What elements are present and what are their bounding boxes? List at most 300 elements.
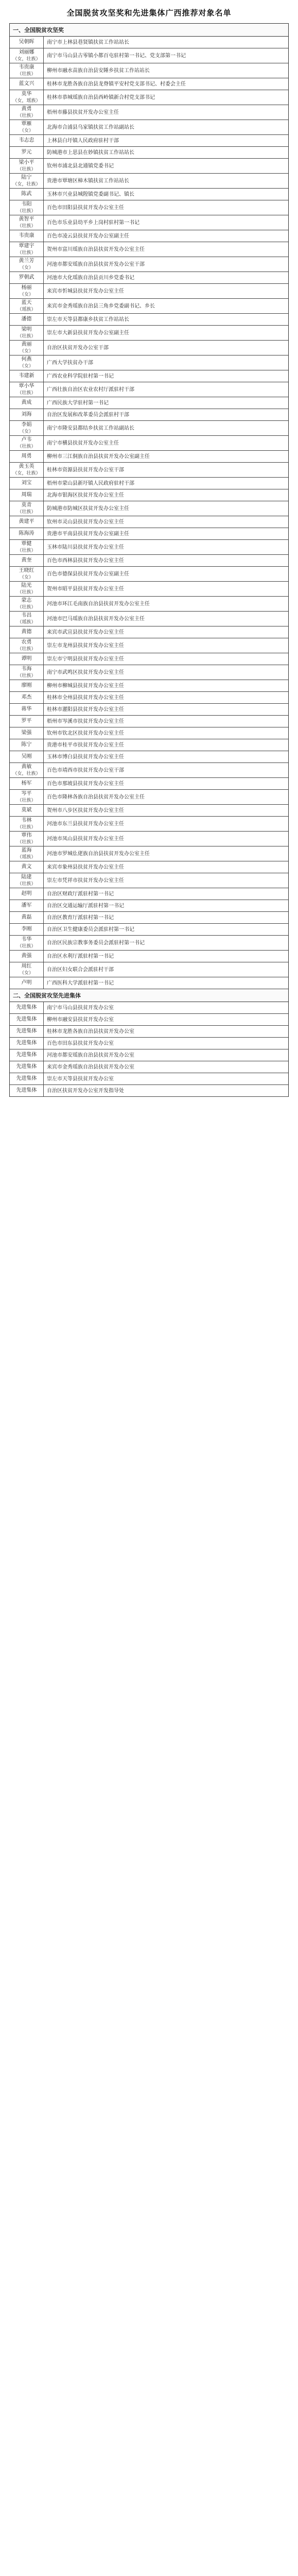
table-row [10,1026,288,1038]
person-note: （女，壮族） [12,56,41,61]
position-description: 自治区交通运输厅派驻村第一书记 [47,903,124,909]
table-row [10,1014,288,1026]
person-name: 先进集体 [16,1076,37,1081]
person-name-cell [10,832,44,846]
position-description: 柳州市融安县扶贫开发办公室 [47,1016,114,1023]
table-row [10,778,288,790]
table-row [10,63,288,78]
person-name: 黄奎 [21,557,32,563]
table-row [10,680,288,692]
person-name: 黄磊 [21,914,32,920]
person-name-cell [10,436,44,450]
table-row [10,528,288,540]
person-name: 黄丽 [21,342,32,347]
table-row [10,478,288,489]
table-row [10,37,288,48]
position-description: 自治区水利厅派驻村第一书记 [47,953,114,959]
person-name: 黄文 [21,864,32,870]
person-name-cell [10,370,44,382]
position-description: 百色市那坡县扶贫开发办公室主任 [47,781,124,787]
table-row [10,314,288,326]
person-name: 陈宁 [21,742,32,748]
position-description: 南宁市横县扶贫开发办公室主任 [47,440,119,446]
position-description: 河池市巴马瑶族自治县扶贫开发办公室主任 [47,616,145,622]
person-name-cell [10,1073,44,1084]
person-name: 罗朝武 [19,275,34,280]
table-row [10,1038,288,1049]
person-name-cell [10,582,44,596]
person-name: 梁明 [21,327,32,332]
person-note: （女） [19,429,33,434]
position-description: 南宁市马山县古零镇小都百屯驻村第一书记、党支部第一书记 [47,53,186,59]
position-description: 梧州市岑溪市扶贫开发办公室主任 [47,718,124,724]
table-row [10,567,288,582]
person-name-cell [10,382,44,397]
position-description: 北海市合浦县乌家镇扶贫工作站副站长 [47,124,134,130]
person-name-cell [10,397,44,409]
person-name-cell [10,242,44,257]
position-description: 百色市乐业县幼平乡上岗村驻村第一书记 [47,219,139,226]
person-name-cell [10,489,44,501]
person-note: （女） [19,363,33,368]
table-row [10,962,288,977]
person-name-cell [10,888,44,900]
table-row [10,638,288,653]
person-name-cell [10,272,44,283]
position-description: 广西民族大学驻村第一书记 [47,400,109,406]
person-note: （壮族） [17,166,36,172]
person-name-cell [10,284,44,298]
table-row [10,900,288,912]
person-note: （女） [19,348,33,353]
person-note: （女） [19,128,33,133]
person-name-cell [10,230,44,242]
table-row [10,326,288,341]
position-description: 北海市银海区扶贫开发办公室主任 [47,492,124,498]
position-description: 百色市隆林各族自治县扶贫开发办公室主任 [47,794,145,800]
recommendation-table [9,23,289,1097]
person-name-cell [10,626,44,638]
person-name: 先进集体 [16,1016,37,1022]
table-row [10,272,288,284]
person-name: 陈武 [21,191,32,197]
person-note: （瑶族） [17,854,36,859]
position-description: 钦州市钦北区扶贫开发办公室主任 [47,730,124,736]
person-name: 蓝天 [21,300,32,306]
person-name: 黄建平 [19,519,34,524]
person-name-cell [10,900,44,911]
person-name: 韦海 [21,666,32,672]
person-name-cell [10,326,44,340]
person-name: 覃伟 [21,833,32,838]
person-note: （壮族） [17,113,36,118]
table-row [10,105,288,120]
person-name-cell [10,463,44,477]
person-name-cell [10,778,44,789]
position-description: 柳州市三江侗族自治县扶贫开发办公室副主任 [47,453,150,460]
person-name: 罗元 [21,149,32,155]
person-name-cell [10,135,44,146]
position-description: 自治区妇女联合会派驻村干部 [47,967,114,973]
position-description: 自治区扶贫开发办公室开发指导处 [47,1088,124,1094]
person-name-cell [10,1085,44,1096]
table-row [10,147,288,159]
person-name: 韦林 [21,818,32,823]
table-row [10,540,288,555]
table-row [10,78,288,90]
position-description: 梧州市蒙山县新圩镇人民政府驻村干部 [47,480,134,486]
position-description: 自治区财政厅派驻村第一书记 [47,891,114,897]
position-description: 自治区民族宗教事务委员会派驻村第一书记 [47,940,145,946]
person-name: 罗平 [21,718,32,724]
person-name: 黄成 [21,400,32,405]
person-name: 陈海涛 [19,531,34,536]
table-row [10,299,288,314]
person-note: （壮族） [17,824,36,829]
person-name-cell [10,1026,44,1037]
person-name-cell [10,704,44,715]
person-name: 梁强 [21,730,32,736]
position-description: 防城港市上思县在妙镇扶贫工作站站长 [47,149,134,156]
person-name: 农勇 [21,639,32,645]
table-row [10,612,288,626]
position-description: 自治区卫生健康委员会派驻村第一书记 [47,926,134,933]
person-note: （壮族） [17,208,36,213]
table-row [10,832,288,846]
person-name-cell [10,355,44,370]
person-note: （女，壮族） [12,470,41,476]
position-description: 桂林市恭城瑶族自治县西岭镇新合村党支部书记 [47,94,155,100]
table-row [10,1061,288,1073]
person-note: （壮族） [17,943,36,948]
table-row [10,409,288,421]
person-name-cell [10,861,44,873]
person-name-cell [10,817,44,831]
table-row [10,382,288,397]
table-row [10,716,288,727]
person-name: 谭明 [21,656,32,662]
person-name-cell [10,597,44,611]
person-name: 刘宝 [21,480,32,486]
position-description: 桂林市全州县扶贫开发办公室主任 [47,694,124,701]
table-row [10,739,288,751]
person-name: 韦阳 [21,201,32,207]
person-name: 杨军 [21,781,32,786]
person-name-cell [10,516,44,528]
person-name: 卢韦 [21,437,32,443]
person-name-cell [10,951,44,962]
person-name: 卢明 [21,980,32,986]
person-note: （瑶族） [17,619,36,624]
person-name-cell [10,680,44,691]
person-name-cell [10,421,44,435]
person-name: 吴朝晖 [19,39,34,45]
position-description: 崇左市宁明县扶贫开发办公室主任 [47,656,124,662]
person-name-cell [10,451,44,462]
person-name: 黄兰芳 [19,258,34,264]
person-note: （壮族） [17,604,36,609]
person-name-cell [10,1049,44,1061]
person-name: 先进集体 [16,1064,37,1070]
position-description: 河池市东兰县扶贫开发办公室主任 [47,821,124,827]
person-name: 杨丽 [21,285,32,291]
position-description: 柳州市柳城县扶贫开发办公室主任 [47,683,124,689]
person-name-cell [10,692,44,703]
person-name-cell [10,962,44,977]
person-note: （瑶族） [17,307,36,312]
person-name: 韦贵康 [19,64,34,70]
position-description: 贺州市昭平县扶贫开发办公室主任 [47,586,124,592]
table-row [10,1073,288,1085]
person-name-cell [10,638,44,653]
position-description: 自治区扶贫开发办公室干部 [47,345,109,351]
person-note: （壮族） [17,390,36,395]
person-name-cell [10,873,44,888]
person-name: 蓝海 [21,848,32,853]
person-name-cell [10,501,44,516]
person-name: 先进集体 [16,1005,37,1010]
person-name: 黄强 [21,953,32,959]
person-name-cell [10,716,44,727]
person-note: （女，瑶族） [12,98,41,103]
person-name-cell [10,105,44,120]
position-description: 河池市凤山县扶贫开发办公室主任 [47,836,124,842]
person-name: 蒙志 [21,598,32,603]
position-description: 百色市凌云县扶贫开发办公室副主任 [47,233,129,239]
person-note: （壮族） [17,223,36,228]
person-name-cell [10,1038,44,1049]
person-name: 覃小华 [19,383,34,389]
person-note: （壮族） [17,71,36,76]
table-row [10,135,288,147]
person-name: 韦华 [21,937,32,942]
person-name-cell [10,174,44,188]
person-name-cell [10,63,44,78]
position-description: 贺州市富川瑶族自治县扶贫开发办公室主任 [47,246,145,252]
person-name: 岑平 [21,791,32,796]
person-name-cell [10,805,44,816]
person-name-cell [10,90,44,105]
person-name: 先进集体 [16,1052,37,1058]
table-row [10,90,288,105]
table-row [10,189,288,200]
person-name-cell [10,200,44,215]
person-name: 黄德 [21,629,32,635]
table-row [10,873,288,888]
person-name: 李刚 [21,926,32,932]
person-name-cell [10,846,44,861]
person-name: 王晓红 [19,568,34,573]
position-description: 上林县白圩镇人民政府驻村干部 [47,138,119,144]
position-description: 南宁市隆安县都结乡扶贫工作站副站长 [47,425,134,431]
section-heading: 二、全国脱贫攻坚先进集体 [10,989,288,1002]
person-name-cell [10,48,44,63]
table-row [10,1085,288,1097]
position-description: 来宾市武宣县扶贫开发办公室主任 [47,629,124,635]
position-description: 自治区教育厅派驻村第一书记 [47,914,114,921]
position-description: 河池市环江毛南族自治县扶贫开发办公室主任 [47,601,150,607]
table-row [10,704,288,716]
table-row [10,846,288,861]
position-description: 广西大学扶贫办干部 [47,360,93,366]
person-note: （壮族） [17,673,36,678]
position-description: 梧州市藤县扶贫开发办公室主任 [47,109,119,115]
person-name-cell [10,147,44,158]
table-row [10,516,288,528]
person-note: （女） [19,292,33,297]
person-name: 周瑞 [21,492,32,498]
document-title: 全国脱贫攻坚奖和先进集体广西推荐对象名单 [66,9,232,18]
table-row [10,463,288,478]
position-description: 百色市田阳县扶贫开发办公室主任 [47,205,124,211]
person-name: 蓝文兴 [19,81,34,87]
position-description: 河池市罗城仫佬族自治县扶贫开发办公室主任 [47,851,150,857]
person-name: 莫斌 [21,807,32,813]
table-row [10,284,288,299]
person-name-cell [10,314,44,325]
person-name-cell [10,409,44,420]
position-description: 百色市德保县扶贫开发办公室副主任 [47,571,129,577]
person-name: 韦志忠 [19,138,34,143]
table-row [10,763,288,778]
person-note: （壮族） [17,881,36,886]
position-description: 河池市都安瑶族自治县扶贫开发办公室 [47,1052,134,1058]
table-row [10,751,288,763]
person-name: 赵明 [21,891,32,896]
position-description: 河池市都安瑶族自治县扶贫开发办公室干部 [47,261,145,267]
table-row [10,397,288,409]
person-name: 黄敏 [21,764,32,770]
position-description: 百色市西林县扶贫开发办公室主任 [47,557,124,564]
table-row [10,790,288,805]
person-note: （壮族） [17,250,36,255]
person-note: （壮族） [17,589,36,595]
person-note: （壮族） [17,444,36,449]
position-description: 桂林市龙胜各族自治县扶贫开发办公室 [47,1028,134,1035]
person-name-cell [10,299,44,313]
position-description: 广西医科大学派驻村第一书记 [47,980,114,986]
person-name: 黄勇 [21,106,32,112]
person-note: （女） [19,265,33,270]
section-heading: 一、全国脱贫攻坚奖 [10,24,288,37]
person-name-cell [10,215,44,230]
table-row [10,692,288,704]
person-name-cell [10,727,44,739]
position-description: 玉林市陆川县扶贫开发办公室主任 [47,544,124,550]
person-note: （壮族） [17,839,36,844]
person-name-cell [10,189,44,200]
table-row [10,653,288,665]
table-row [10,257,288,272]
table-row [10,924,288,936]
position-description: 贺州市八步区扶贫开发办公室主任 [47,807,124,814]
person-name-cell [10,120,44,134]
person-name-cell [10,612,44,626]
person-note: （壮族） [17,798,36,803]
position-description: 玉林市兴业县城隍镇党委副书记、镇长 [47,191,134,197]
person-name: 潘德 [21,316,32,322]
table-row [10,230,288,242]
position-description: 南宁市武鸣区扶贫开发办公室主任 [47,669,124,675]
person-name: 先进集体 [16,1040,37,1046]
position-description: 桂林市龙胜各族自治县龙脊镇平安村党支部书记、村委会主任 [47,81,186,87]
person-name: 陆宁 [21,175,32,180]
person-name-cell [10,478,44,489]
table-row [10,120,288,135]
person-name: 黄智平 [19,216,34,222]
person-name: 李娟 [21,422,32,428]
position-description: 贵港市平南县扶贫开发办公室副主任 [47,531,129,537]
person-name-cell [10,555,44,566]
table-row [10,665,288,680]
table-row [10,489,288,501]
person-name: 邓杰 [21,694,32,700]
person-name-cell [10,653,44,665]
person-name: 陆建 [21,874,32,880]
person-note: （壮族） [17,646,36,651]
table-row [10,501,288,516]
position-description: 广西壮族自治区农业农村厅派驻村干部 [47,386,134,393]
person-name-cell [10,540,44,554]
person-name: 周红 [21,963,32,969]
position-description: 来宾市忻城县扶贫开发办公室主任 [47,288,124,294]
table-row [10,951,288,962]
position-description: 柳州市融水苗族自治县安陲乡扶贫工作站站长 [47,67,150,74]
position-description: 来宾市象州县扶贫开发办公室主任 [47,864,124,870]
table-row [10,242,288,257]
person-note: （壮族） [17,509,36,514]
table-row [10,200,288,215]
person-name-cell [10,341,44,355]
position-description: 崇左市大新县扶贫开发办公室副主任 [47,330,129,336]
person-name-cell [10,159,44,173]
person-name: 覃健 [21,541,32,547]
table-row [10,1002,288,1014]
table-row [10,48,288,63]
person-name: 覃雁 [21,121,32,127]
person-name-cell [10,763,44,777]
person-name-cell [10,257,44,272]
position-description: 百色市靖西市扶贫开发办公室干部 [47,767,124,773]
person-name-cell [10,977,44,989]
table-row [10,555,288,567]
position-description: 崇左市凭祥市扶贫开发办公室主任 [47,877,124,884]
position-description: 广西农业科学院驻村第一书记 [47,373,114,379]
position-description: 南宁市马山县扶贫开发办公室 [47,1005,114,1011]
position-description: 崇左市龙州县扶贫开发办公室主任 [47,642,124,649]
person-name: 先进集体 [16,1028,37,1034]
person-name-cell [10,665,44,680]
person-name-cell [10,37,44,48]
person-name: 廖刚 [21,683,32,688]
table-row [10,582,288,597]
table-row [10,341,288,355]
person-note: （女，壮族） [12,181,41,187]
person-name-cell [10,739,44,751]
table-row [10,597,288,612]
position-description: 来宾市金秀瑶族自治县扶贫开发办公室 [47,1064,134,1070]
person-name: 周勇 [21,453,32,459]
table-row [10,421,288,436]
person-name-cell [10,1002,44,1013]
person-name: 蒋华 [21,706,32,712]
position-description: 玉林市博白县扶贫开发办公室主任 [47,754,124,760]
table-row [10,977,288,989]
table-row [10,805,288,817]
person-name-cell [10,751,44,762]
table-row [10,888,288,900]
position-description: 来宾市金秀瑶族自治县三角乡党委副书记、乡长 [47,303,155,309]
